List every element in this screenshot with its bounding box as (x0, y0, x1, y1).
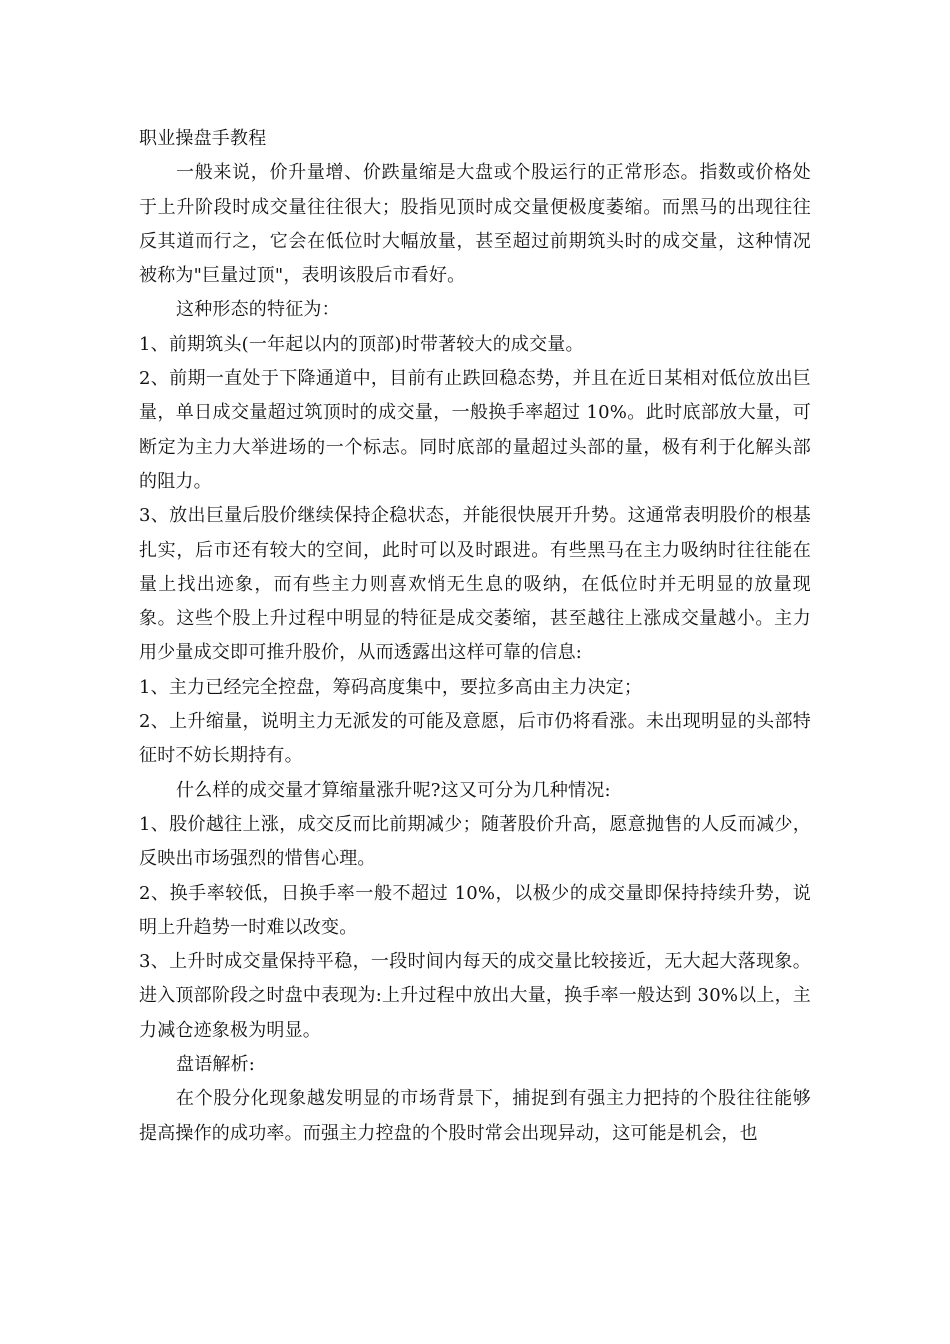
paragraph-analysis-heading: 盘语解析: (176, 1054, 256, 1076)
list-item-info-2: 2、上升缩量，说明主力无派发的可能及意愿，后市仍将看涨。未出现明显的头部特征时不妨长期持有。 (139, 711, 811, 767)
list-item-feature-1: 1、前期筑头(一年起以内的顶部)时带著较大的成交量。 (139, 333, 584, 355)
list-item-info-1: 1、主力已经完全控盘，筹码高度集中，要拉多高由主力决定； (139, 676, 643, 698)
document-title: 职业操盘手教程 (139, 128, 267, 149)
list-item-case-1: 1、股价越往上涨，成交反而比前期减少；随著股价升高，愿意抛售的人反而减少，反映出市场强烈的惜售心理。 (139, 813, 811, 870)
paragraph-intro: 一般来说，价升量增、价跌量缩是大盘或个股运行的正常形态。指数或价格处于上升阶段时成交量往往很大；股指见顶时成交量便极度萎缩。而黑马的出现往往反其道而行之，它会在低位时大幅放量，甚至超过前期筑头时的成交量，这种情况被称为"巨量过顶"，表明该股后市看好。 (139, 162, 811, 287)
list-item-feature-3: 3、放出巨量后股价继续保持企稳状态，并能很快展开升势。这通常表明股价的根基扎实，后市还有较大的空间，此时可以及时跟进。有些黑马在主力吸纳时往往能在量上找出迹象，而有些主力则喜欢悄无生息的吸纳，在低位时并无明显的放量现象。这些个股上升过程中明显的特征是成交萎缩，甚至越往上涨成交量越小。主力用少量成交即可推升股价，从而透露出这样可靠的信息: (139, 505, 811, 664)
paragraph-question: 什么样的成交量才算缩量涨升呢?这又可分为几种情况: (176, 779, 611, 801)
document-page (139, 122, 811, 1151)
list-item-case-3: 3、上升时成交量保持平稳，一段时间内每天的成交量比较接近，无大起大落现象。进入顶部阶段之时盘中表现为:上升过程中放出大量，换手率一般达到 30%以上，主力减仓迹象极为明显。 (139, 951, 811, 1041)
list-item-feature-2: 2、前期一直处于下降通道中，目前有止跌回稳态势，并且在近日某相对低位放出巨量，单日成交量超过筑顶时的成交量，一般换手率超过 10%。此时底部放大量，可断定为主力大举进场的一个标志。同时底部的量超过头部的量，极有利于化解头部的阻力。 (139, 368, 811, 492)
list-item-case-2: 2、换手率较低，日换手率一般不超过 10%，以极少的成交量即保持持续升势，说明上升趋势一时难以改变。 (139, 882, 811, 938)
paragraph-features-heading: 这种形态的特征为： (176, 299, 340, 321)
paragraph-analysis: 在个股分化现象越发明显的市场背景下，捕捉到有强主力把持的个股往往能够提高操作的成功率。而强主力控盘的个股时常会出现异动，这可能是机会，也 (139, 1088, 811, 1144)
